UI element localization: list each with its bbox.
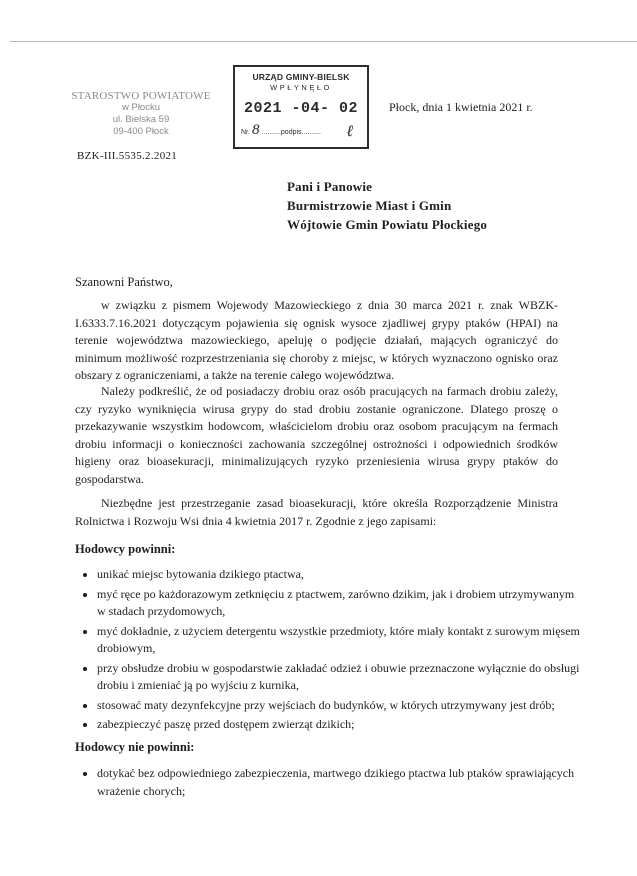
list-item: • przy obsłudze drobiu w gospodarstwie zakładać odzież i obuwie przeznaczone wyłącznie do obsługi drobiu i zmieniać ją po wyjściu z kurnika, <box>97 660 582 695</box>
addressee-line: Burmistrzowie Miast i Gmin <box>287 198 452 213</box>
paragraph <box>75 297 558 385</box>
list-item: • stosować maty dezynfekcyjne przy wejściach do budynków, w których utrzymywany jest drób; <box>97 697 582 715</box>
section-heading-should-not: Hodowcy nie powinni: <box>75 740 195 754</box>
place-date: Płock, dnia 1 kwietnia 2021 r. <box>389 100 533 114</box>
stamp-nr-value: 8 <box>251 122 260 138</box>
stamp-nr-label: Nr <box>241 129 248 136</box>
sender-name: STAROSTWO POWIATOWE <box>71 90 211 102</box>
section-heading-should: Hodowcy powinni: <box>75 542 176 556</box>
received-stamp <box>233 65 369 149</box>
paragraph <box>75 383 558 488</box>
list-item: • zabezpieczyć paszę przed dostępem zwierząt dzikich; <box>97 716 582 734</box>
stamp-office: URZĄD GMINY-BIELSK <box>252 72 350 82</box>
top-rule <box>10 41 637 42</box>
should-list <box>75 566 582 736</box>
addressees <box>287 177 487 234</box>
stamp-received: WPŁYNĘŁO <box>270 83 332 92</box>
addressee-line: Wójtowie Gmin Powiatu Płockiego <box>287 217 488 232</box>
should-not-list <box>75 765 582 802</box>
list-item: • myć ręce po każdorazowym zetknięciu z ptactwem, zarówno dzikim, jak i drobiem utrzymywanym w stadach przydomowych, <box>97 586 582 621</box>
stamp-date: 2021 -04- 02 <box>243 100 359 117</box>
stamp-signature: ℓ <box>346 123 353 140</box>
list-item: • dotykać bez odpowiedniego zabezpieczenia, martwego dzikiego ptactwa lub ptaków sprawiających wrażenie chorych; <box>97 765 582 800</box>
paragraph-text: w związku z pismem Wojewody Mazowieckiego z dnia 30 marca 2021 r. znak WBZK-I.6333.7.16.2021 dotyczącym pojawienia się ognisk wysoce zjadliwej grypy ptaków (HPAI) na terenie województwa mazowieckiego, apeluję o podjęcie działań, mających ograniczyć do minimum możliwość rozprzestrzeniania się choroby z miejsc, w których wyznaczono ognisko oraz obszary z ograniczeniami, a także na terenie całego województwa. <box>75 298 558 382</box>
sender-street: ul. Bielska 59 <box>112 114 170 125</box>
list-item: • unikać miejsc bytowania dzikiego ptactwa, <box>97 566 582 584</box>
paragraph <box>75 495 558 530</box>
sender-block <box>66 90 216 138</box>
stamp-sign-label: podpis <box>280 129 302 136</box>
sender-city: w Płocku <box>121 102 160 113</box>
stamp-nr-row: Nr. 8 ..........podpis.......... <box>241 122 321 138</box>
salutation: Szanowni Państwo, <box>75 275 173 289</box>
sender-postcode: 09-400 Płock <box>113 126 169 137</box>
paragraph-text: Należy podkreślić, że od posiadaczy drobiu oraz osób pracujących na farmach drobiu zależy, czy ryzyko wyniknięcia wirusa grypy do stad drobiu zostanie ograniczone. Dlatego proszę o przekazywanie wszystkim hodowcom, właścicielom drobiu oraz osobom pracującym na fermach drobiu informacji o konieczności zachowania szczególnej ostrożności i odpowiednich środków higieny oraz bioasekuracji, minimalizujących ryzyko przeniesienia wirusa grypy ptaków do gospodarstwa. <box>75 384 558 486</box>
list-item: • myć dokładnie, z użyciem detergentu wszystkie przedmioty, które miały kontakt z surowym mięsem drobiowym, <box>97 623 582 658</box>
reference-number: BZK-III.5535.2.2021 <box>77 150 178 162</box>
addressee-line: Pani i Panowie <box>287 179 373 194</box>
paragraph-text: Niezbędne jest przestrzeganie zasad bioasekuracji, które określa Rozporządzenie Ministra Rolnictwa i Rozwoju Wsi dnia 4 kwietnia 2017 r. Zgodnie z jego zapisami: <box>75 496 558 528</box>
